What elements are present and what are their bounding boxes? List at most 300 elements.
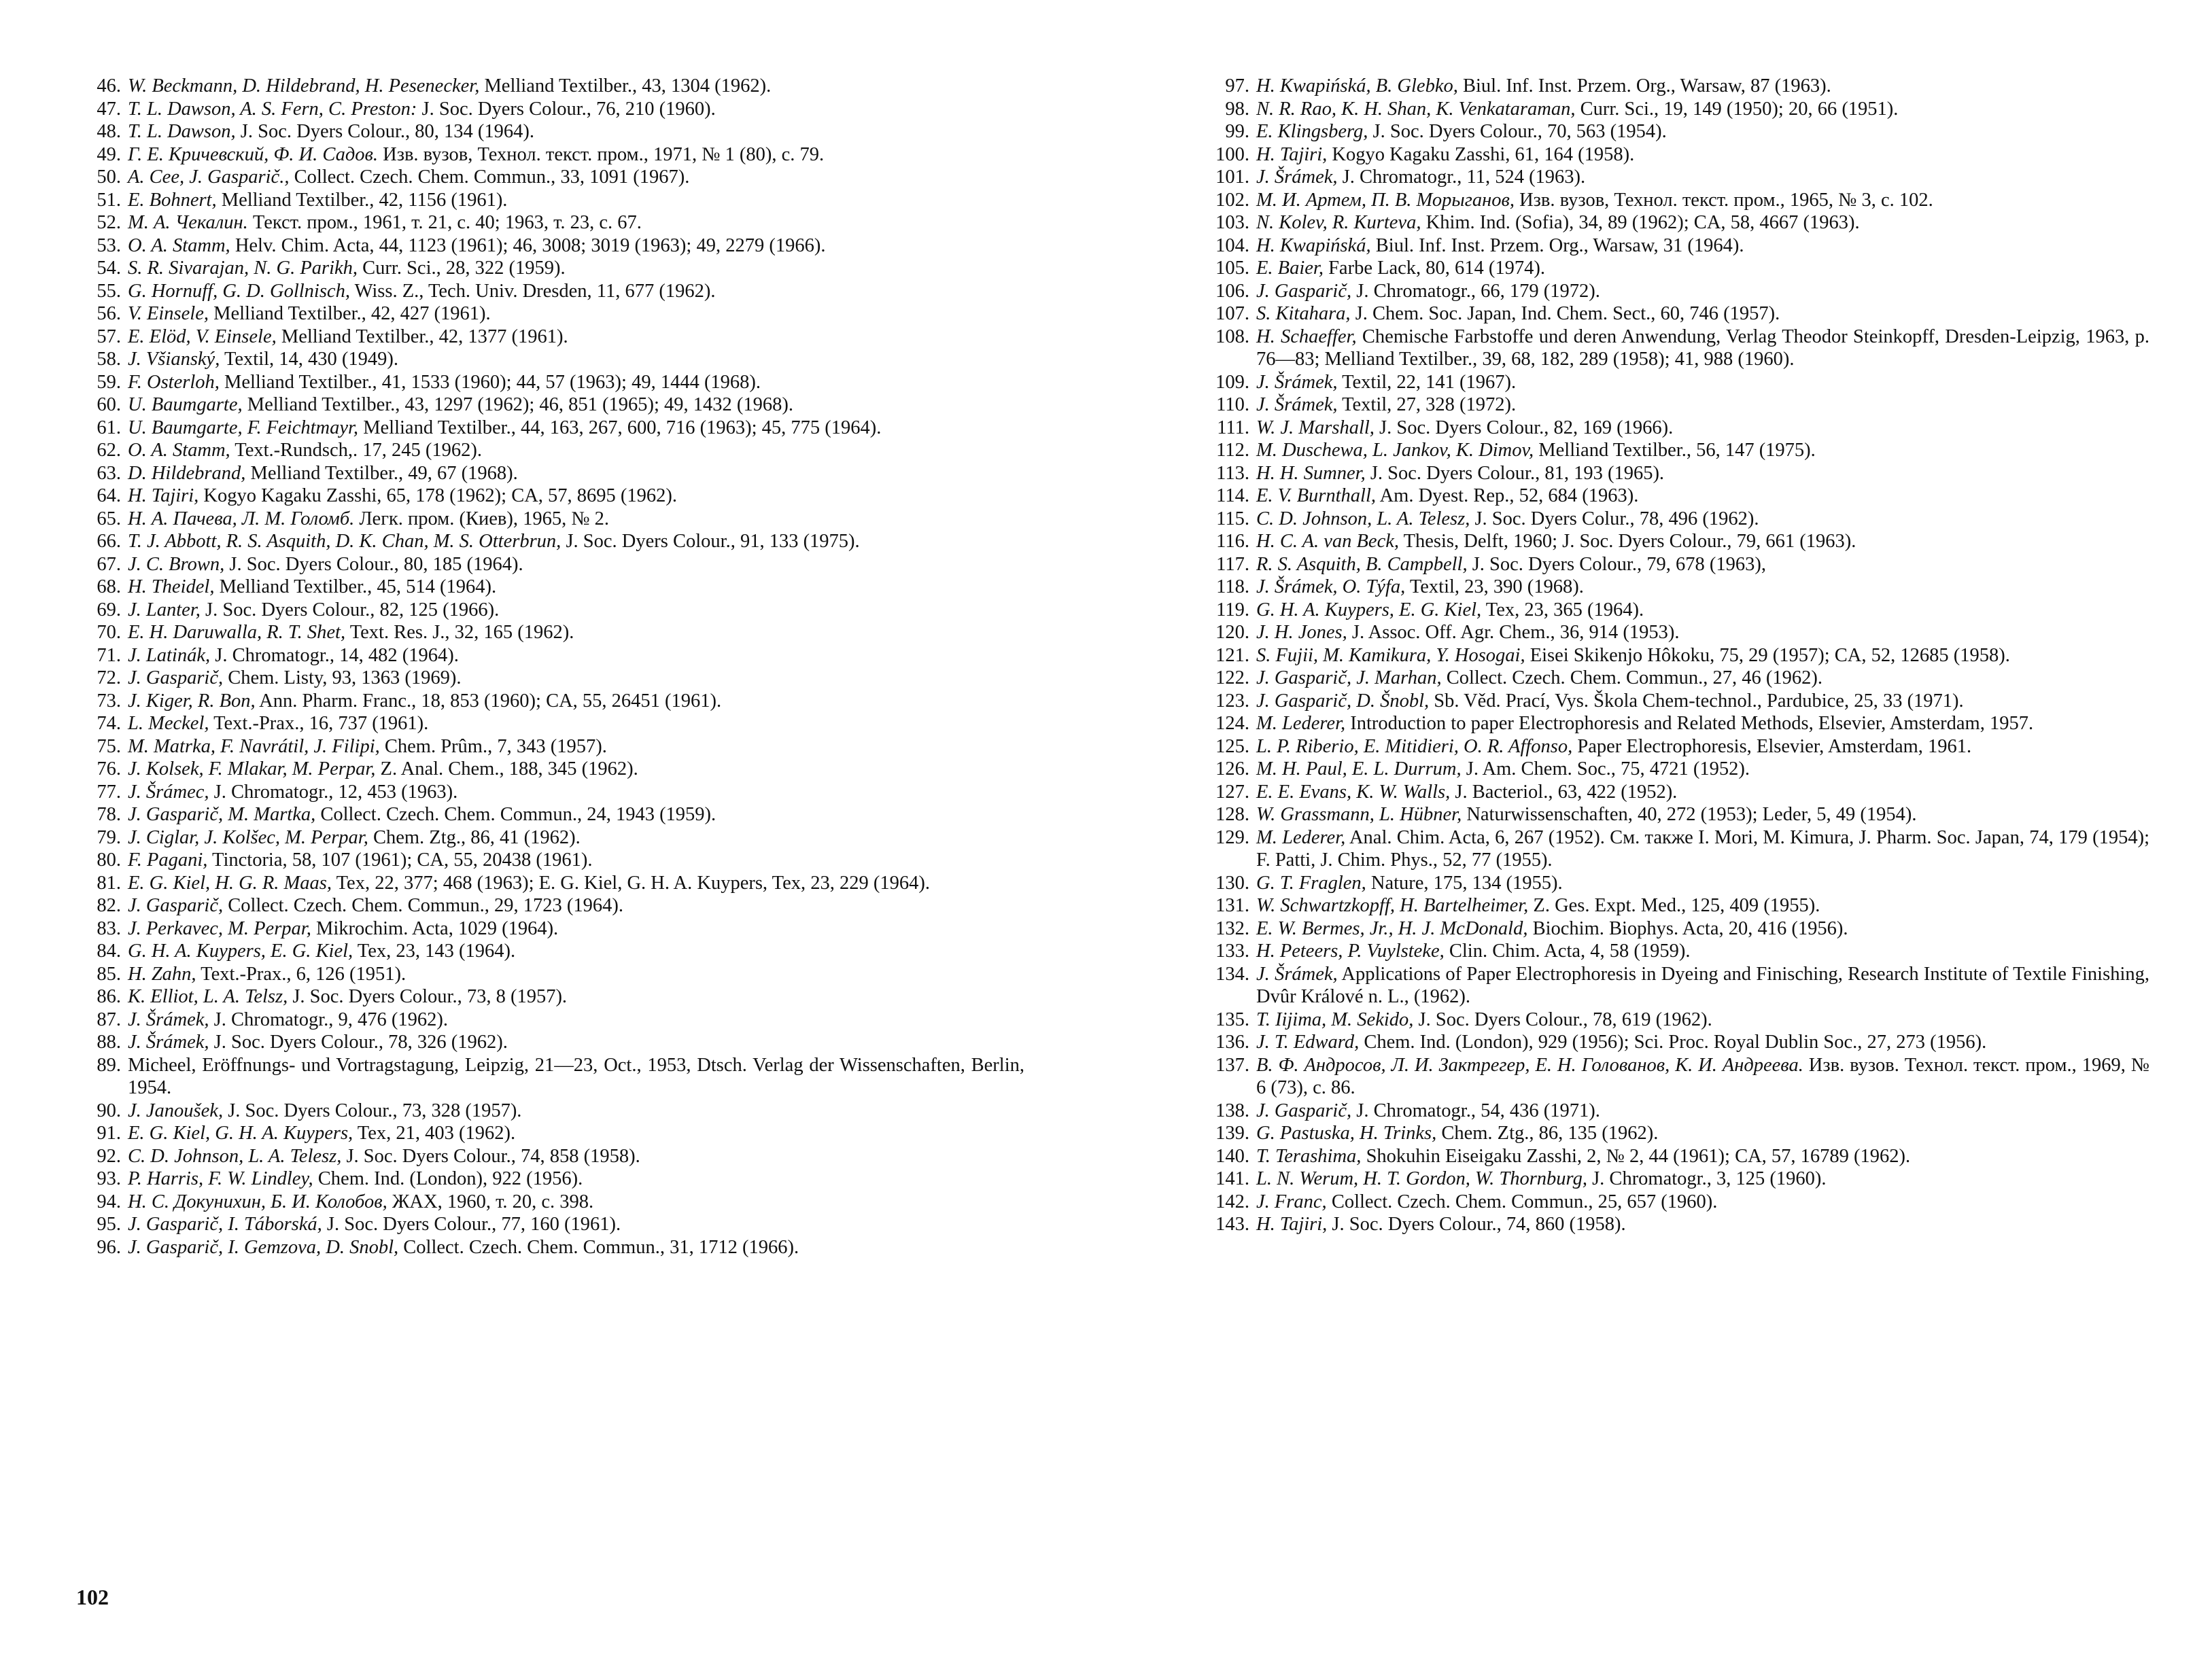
reference-entry	[76, 712, 1024, 735]
reference-number: 97.	[1225, 75, 1249, 97]
reference-entry	[1205, 1213, 2149, 1236]
reference-citation: Curr. Sci., 28, 322 (1959).	[358, 258, 566, 279]
reference-citation: J. Assoc. Off. Agr. Chem., 36, 914 (1953).	[1347, 622, 1680, 643]
reference-authors: J. C. Brown,	[128, 553, 225, 575]
reference-number: 47.	[97, 98, 121, 120]
reference-entry	[1205, 576, 2149, 599]
reference-number: 57.	[97, 326, 121, 347]
reference-number: 87.	[97, 1009, 121, 1030]
reference-citation: Z. Anal. Chem., 188, 345 (1962).	[375, 758, 638, 779]
reference-number: 135.	[1215, 1009, 1249, 1030]
reference-entry	[1205, 485, 2149, 508]
reference-authors: J. Ciglar, J. Kolšec, M. Perpar,	[128, 826, 368, 848]
reference-citation: Melliand Textilber., 41, 1533 (1960); 44, 57 (1963); 49, 1444 (1968).	[219, 371, 761, 393]
reference-authors: J. Gasparič, J. Marhan,	[1256, 667, 1442, 688]
reference-number: 105.	[1215, 258, 1249, 279]
reference-citation: J. Soc. Dyers Colour., 80, 134 (1964).	[235, 121, 535, 142]
reference-entry	[1205, 690, 2149, 713]
reference-number: 106.	[1215, 280, 1249, 302]
reference-authors: E. Bohnert,	[128, 189, 217, 211]
reference-entry	[1205, 781, 2149, 804]
reference-entry	[1205, 644, 2149, 667]
reference-entry	[1205, 143, 2149, 166]
reference-entry	[1205, 166, 2149, 189]
reference-authors: S. R. Sivarajan, N. G. Parikh,	[128, 258, 358, 279]
reference-citation: J. Soc. Dyers Colour., 74, 858 (1958).	[341, 1145, 640, 1167]
reference-citation: Z. Ges. Expt. Med., 125, 409 (1955).	[1528, 895, 1820, 916]
reference-authors: J. Kiger, R. Bon,	[128, 690, 256, 712]
reference-authors: M. Matrka, F. Navrátil, J. Filipi,	[128, 735, 380, 757]
reference-citation: Curr. Sci., 19, 149 (1950); 20, 66 (1951).	[1575, 98, 1899, 120]
reference-entry	[1205, 1009, 2149, 1032]
reference-citation: J. Chromatogr., 14, 482 (1964).	[210, 644, 459, 666]
reference-authors: M. Lederer,	[1256, 713, 1346, 734]
reference-citation: J. Chromatogr., 66, 179 (1972).	[1351, 280, 1600, 302]
reference-authors: E. G. Kiel, H. G. R. Maas,	[128, 872, 332, 894]
reference-citation: Collect. Czech. Chem. Commun., 25, 657 (1960).	[1326, 1191, 1718, 1212]
reference-authors: H. Peteers, P. Vuylsteke,	[1256, 941, 1445, 962]
reference-citation: J. Soc. Dyers Colour., 78, 326 (1962).	[209, 1032, 508, 1053]
reference-citation: Farbe Lack, 80, 614 (1974).	[1323, 258, 1546, 279]
reference-authors: J. Šrámek,	[1256, 371, 1338, 393]
reference-authors: E. W. Bermes, Jr., H. J. McDonald,	[1256, 917, 1528, 939]
reference-number: 112.	[1216, 440, 1249, 461]
reference-citation: Paper Electrophoresis, Elsevier, Amsterdam, 1961.	[1572, 735, 1972, 757]
reference-entry	[1205, 257, 2149, 280]
reference-citation: Applications of Paper Electrophoresis in Dyeing and Finisching, Research Institute of Textile Finishing, Dvûr Králové n. L., (1962).	[1256, 963, 2149, 1007]
reference-authors: G. H. A. Kuypers, E. G. Kiel,	[128, 941, 353, 962]
reference-citation: Am. Dyest. Rep., 52, 684 (1963).	[1376, 485, 1639, 506]
reference-entry	[76, 326, 1024, 349]
reference-number: 107.	[1215, 303, 1249, 324]
reference-authors: J. H. Jones,	[1256, 622, 1347, 643]
reference-entry	[76, 302, 1024, 326]
reference-authors: H. Zahn,	[128, 963, 196, 985]
reference-entry	[76, 393, 1024, 417]
reference-number: 56.	[97, 303, 121, 324]
reference-citation: Collect. Czech. Chem. Commun., 33, 1091 (1967).	[289, 166, 690, 188]
reference-number: 67.	[97, 553, 121, 575]
reference-entry	[76, 1213, 1024, 1236]
reference-number: 120.	[1215, 622, 1249, 643]
reference-number: 73.	[97, 690, 121, 712]
reference-number: 55.	[97, 280, 121, 302]
reference-authors: H. Theidel,	[128, 576, 215, 597]
reference-authors: J. Šrámec,	[128, 781, 209, 803]
reference-entry	[76, 462, 1024, 485]
reference-authors: J. Lanter,	[128, 599, 201, 620]
reference-authors: E. V. Burnthall,	[1256, 485, 1377, 506]
reference-number: 93.	[97, 1168, 121, 1189]
reference-number: 48.	[97, 121, 121, 142]
reference-number: 99.	[1225, 121, 1249, 142]
reference-entry	[76, 576, 1024, 599]
reference-number: 79.	[97, 826, 121, 848]
reference-entry	[76, 75, 1024, 98]
reference-entry	[1205, 417, 2149, 440]
reference-entry	[1205, 98, 2149, 121]
reference-authors: J. Gasparič,	[128, 895, 224, 916]
reference-entry	[1205, 894, 2149, 917]
reference-citation: Текст. пром., 1961, т. 21, с. 40; 1963, т. 23, с. 67.	[247, 212, 642, 233]
reference-entry	[76, 1191, 1024, 1214]
reference-entry	[76, 690, 1024, 713]
reference-citation: Text.-Prax., 16, 737 (1961).	[209, 713, 429, 734]
reference-number: 85.	[97, 963, 121, 985]
reference-authors: M. Lederer,	[1256, 826, 1346, 848]
reference-citation: Chem. Ztg., 86, 41 (1962).	[368, 826, 581, 848]
reference-entry	[76, 257, 1024, 280]
reference-authors: N. R. Rao, K. H. Shan, K. Venkataraman,	[1256, 98, 1576, 120]
reference-authors: E. Elöd, V. Einsele,	[128, 326, 277, 347]
reference-citation: J. Soc. Dyers Colur., 78, 496 (1962).	[1470, 508, 1759, 529]
reference-number: 103.	[1215, 212, 1249, 233]
reference-entry	[1205, 963, 2149, 1009]
reference-entry	[76, 735, 1024, 758]
reference-entry	[76, 530, 1024, 553]
reference-citation: Naturwissenschaften, 40, 272 (1953); Leder, 5, 49 (1954).	[1462, 804, 1917, 825]
reference-authors: Г. Е. Кричевский, Ф. И. Садов.	[128, 143, 378, 165]
reference-number: 115.	[1216, 508, 1249, 529]
reference-number: 104.	[1215, 234, 1249, 256]
reference-authors: W. Beckmann, D. Hildebrand, H. Pesenecker,	[128, 75, 480, 97]
reference-citation: J. Bacteriol., 63, 422 (1952).	[1450, 781, 1678, 803]
reference-citation: Tex, 23, 365 (1964).	[1481, 599, 1644, 620]
reference-authors: Н. А. Пачева, Л. М. Голомб.	[128, 508, 355, 529]
reference-entry	[76, 1054, 1024, 1100]
reference-number: 138.	[1215, 1100, 1249, 1121]
reference-authors: E. Baier,	[1256, 258, 1324, 279]
reference-citation: Wiss. Z., Tech. Univ. Dresden, 11, 677 (1962).	[349, 280, 716, 302]
reference-citation: J. Soc. Dyers Colour., 81, 193 (1965).	[1365, 462, 1665, 484]
reference-entry	[1205, 553, 2149, 576]
reference-number: 127.	[1215, 781, 1249, 803]
reference-number: 46.	[97, 75, 121, 97]
reference-number: 100.	[1215, 143, 1249, 165]
reference-entry	[1205, 872, 2149, 895]
reference-authors: J. Šrámek,	[1256, 963, 1338, 985]
reference-authors: E. G. Kiel, G. H. A. Kuypers,	[128, 1123, 353, 1144]
page-number: 102	[76, 1585, 109, 1609]
reference-number: 59.	[97, 371, 121, 393]
reference-authors: E. H. Daruwalla, R. T. Shet,	[128, 622, 346, 643]
reference-number: 68.	[97, 576, 121, 597]
reference-entry	[1205, 189, 2149, 212]
reference-authors: U. Baumgarte, F. Feichtmayr,	[128, 417, 359, 438]
reference-number: 137.	[1215, 1054, 1249, 1076]
reference-number: 118.	[1216, 576, 1249, 597]
reference-authors: O. A. Stamm,	[128, 440, 230, 461]
reference-citation: Text.-Prax., 6, 126 (1951).	[196, 963, 407, 985]
reference-citation: Shokuhin Eiseigaku Zasshi, 2, № 2, 44 (1961); CA, 57, 16789 (1962).	[1361, 1145, 1911, 1167]
reference-entry	[76, 280, 1024, 303]
reference-authors: R. S. Asquith, B. Campbell,	[1256, 553, 1468, 575]
reference-number: 116.	[1216, 531, 1249, 552]
reference-number: 84.	[97, 941, 121, 962]
reference-authors: M. H. Paul, E. L. Durrum,	[1256, 758, 1462, 779]
reference-authors: E. E. Evans, K. W. Walls,	[1256, 781, 1451, 803]
reference-authors: Н. С. Докунихин, Б. И. Колобов,	[128, 1191, 387, 1212]
reference-entry	[76, 644, 1024, 667]
reference-number: 90.	[97, 1100, 121, 1121]
reference-number: 117.	[1216, 553, 1249, 575]
reference-number: 129.	[1215, 826, 1249, 848]
reference-number: 66.	[97, 531, 121, 552]
reference-authors: C. D. Johnson, L. A. Telesz,	[128, 1145, 342, 1167]
reference-entry	[76, 849, 1024, 872]
reference-number: 123.	[1215, 690, 1249, 712]
reference-number: 65.	[97, 508, 121, 529]
reference-authors: M. Duschewa, L. Jankov, K. Dimov,	[1256, 440, 1534, 461]
reference-citation: Tinctoria, 58, 107 (1961); CA, 55, 20438 (1961).	[207, 849, 593, 871]
reference-authors: W. Schwartzkopff, H. Bartelheimer,	[1256, 895, 1529, 916]
reference-authors: T. Terashima,	[1256, 1145, 1362, 1167]
reference-entry	[1205, 302, 2149, 326]
reference-number: 134.	[1215, 963, 1249, 985]
reference-entry	[76, 508, 1024, 531]
reference-citation: Chem. Ztg., 86, 135 (1962).	[1436, 1123, 1659, 1144]
reference-citation: Textil, 22, 141 (1967).	[1337, 371, 1517, 393]
reference-entry	[76, 348, 1024, 371]
reference-authors: F. Pagani,	[128, 849, 208, 871]
reference-entry	[1205, 393, 2149, 417]
reference-citation: Изв. вузов. Технол. текст. пром., 1969, № 6 (73), с. 86.	[1256, 1054, 2149, 1098]
reference-entry	[1205, 1100, 2149, 1123]
reference-number: 53.	[97, 234, 121, 256]
reference-authors: N. Kolev, R. Kurteva,	[1256, 212, 1421, 233]
reference-citation: ЖАХ, 1960, т. 20, с. 398.	[387, 1191, 594, 1212]
reference-entry	[1205, 621, 2149, 644]
reference-number: 60.	[97, 394, 121, 415]
reference-entry	[76, 439, 1024, 462]
reference-entry	[76, 143, 1024, 166]
reference-entry	[1205, 1191, 2149, 1214]
reference-number: 111.	[1217, 417, 1249, 438]
reference-number: 131.	[1215, 895, 1249, 916]
reference-authors: J. Gasparič, M. Martka,	[128, 804, 316, 825]
reference-authors: J. Gasparič, I. Táborská,	[128, 1214, 322, 1235]
reference-citation: J. Soc. Dyers Colour., 73, 8 (1957).	[288, 986, 568, 1007]
reference-citation: Melliand Textilber., 49, 67 (1968).	[245, 462, 518, 484]
reference-authors: D. Hildebrand,	[128, 462, 246, 484]
reference-entry	[1205, 712, 2149, 735]
reference-citation: Melliand Textilber., 43, 1304 (1962).	[479, 75, 772, 97]
reference-number: 96.	[97, 1236, 121, 1258]
reference-entry	[1205, 667, 2149, 690]
reference-number: 80.	[97, 849, 121, 871]
reference-entry	[1205, 280, 2149, 303]
reference-number: 102.	[1215, 189, 1249, 211]
reference-citation: Kogyo Kagaku Zasshi, 65, 178 (1962); CA, 57, 8695 (1962).	[198, 485, 678, 506]
reference-entry	[76, 1031, 1024, 1054]
reference-authors: V. Einsele,	[128, 303, 209, 324]
reference-entry	[76, 211, 1024, 234]
reference-entry	[76, 166, 1024, 189]
reference-citation: Eisei Skikenjo Hôkoku, 75, 29 (1957); CA, 52, 12685 (1958).	[1525, 644, 2010, 666]
reference-citation: Textil, 14, 430 (1949).	[220, 349, 399, 370]
reference-citation: Chemische Farbstoffe und deren Anwendung, Verlag Theodor Steinkopff, Dresden-Leipzig, 1963, p. 76—83; Melliand Textilber., 39, 68, 182, 289 (1958); 41, 988 (1960).	[1256, 326, 2149, 370]
reference-citation: Introduction to paper Electrophoresis and Related Methods, Elsevier, Amsterdam, 1957.	[1345, 713, 2034, 734]
reference-authors: K. Elliot, L. A. Telsz,	[128, 986, 288, 1007]
reference-entry	[1205, 1031, 2149, 1054]
reference-citation: Text.-Rundsch,. 17, 245 (1962).	[230, 440, 483, 461]
reference-citation: Collect. Czech. Chem. Commun., 31, 1712 (1966).	[398, 1236, 799, 1258]
reference-authors: J. Šrámek,	[128, 1009, 209, 1030]
reference-entry	[1205, 371, 2149, 394]
reference-entry	[76, 872, 1024, 895]
reference-number: 54.	[97, 258, 121, 279]
reference-citation: Изв. вузов, Технол. текст. пром., 1971, № 1 (80), с. 79.	[378, 143, 825, 165]
reference-citation: Melliand Textilber., 44, 163, 267, 600, 716 (1963); 45, 775 (1964).	[358, 417, 882, 438]
reference-entry	[76, 1145, 1024, 1168]
reference-entry	[1205, 917, 2149, 941]
reference-citation: Chem. Prûm., 7, 343 (1957).	[379, 735, 607, 757]
reference-number: 51.	[97, 189, 121, 211]
reference-entry	[76, 485, 1024, 508]
reference-citation: Melliand Textilber., 45, 514 (1964).	[214, 576, 497, 597]
reference-authors: T. L. Dawson,	[128, 121, 236, 142]
reference-number: 139.	[1215, 1123, 1249, 1144]
reference-citation: J. Am. Chem. Soc., 75, 4721 (1952).	[1461, 758, 1750, 779]
reference-number: 143.	[1215, 1214, 1249, 1235]
reference-citation: Biochim. Biophys. Acta, 20, 416 (1956).	[1527, 917, 1848, 939]
right-reference-column	[1205, 75, 2149, 1236]
reference-entry	[76, 667, 1024, 690]
reference-number: 121.	[1215, 644, 1249, 666]
reference-number: 91.	[97, 1123, 121, 1144]
reference-citation: J. Soc. Dyers Colour., 82, 169 (1966).	[1374, 417, 1674, 438]
reference-citation: Tex, 23, 143 (1964).	[353, 941, 516, 962]
reference-number: 49.	[97, 143, 121, 165]
reference-authors: L. Meckel,	[128, 713, 209, 734]
reference-entry	[1205, 120, 2149, 143]
reference-citation: Sb. Věd. Prací, Vys. Škola Chem-technol., Pardubice, 25, 33 (1971).	[1429, 690, 1964, 712]
reference-authors: H. Tajiri,	[128, 485, 199, 506]
reference-entry	[1205, 1122, 2149, 1145]
reference-number: 114.	[1216, 485, 1249, 506]
left-reference-column	[76, 75, 1024, 1259]
reference-citation: Melliand Textilber., 42, 1377 (1961).	[276, 326, 568, 347]
reference-number: 75.	[97, 735, 121, 757]
reference-entry	[1205, 211, 2149, 234]
reference-entry	[1205, 439, 2149, 462]
reference-entry	[1205, 508, 2149, 531]
reference-citation: Melliand Textilber., 42, 1156 (1961).	[216, 189, 508, 211]
reference-entry	[76, 621, 1024, 644]
reference-authors: G. Hornuff, G. D. Gollnisch,	[128, 280, 350, 302]
reference-authors: S. Kitahara,	[1256, 303, 1351, 324]
reference-entry	[76, 599, 1024, 622]
reference-number: 108.	[1215, 326, 1249, 347]
reference-citation: Chem. Ind. (London), 922 (1956).	[313, 1168, 583, 1189]
reference-number: 86.	[97, 986, 121, 1007]
reference-number: 58.	[97, 349, 121, 370]
reference-citation: Biul. Inf. Inst. Przem. Org., Warsaw, 87 (1963).	[1457, 75, 1831, 97]
reference-authors: J. Janoušek,	[128, 1100, 224, 1121]
reference-citation: Chem. Listy, 93, 1363 (1969).	[223, 667, 462, 688]
reference-number: 82.	[97, 895, 121, 916]
reference-number: 95.	[97, 1214, 121, 1235]
reference-authors: J. T. Edward,	[1256, 1032, 1360, 1053]
reference-authors: G. H. A. Kuypers, E. G. Kiel,	[1256, 599, 1482, 620]
reference-authors: G. T. Fraglen,	[1256, 872, 1366, 894]
reference-citation: J. Soc. Dyers Colour., 76, 210 (1960).	[417, 98, 716, 120]
reference-authors: W. Grassmann, L. Hübner,	[1256, 804, 1462, 825]
reference-authors: L. P. Riberio, E. Mitidieri, O. R. Affonso,	[1256, 735, 1573, 757]
reference-citation: Biul. Inf. Inst. Przem. Org., Warsaw, 31 (1964).	[1370, 234, 1744, 256]
reference-authors: H. Kwapińská, B. Glebko,	[1256, 75, 1458, 97]
reference-entry	[76, 826, 1024, 849]
reference-number: 83.	[97, 917, 121, 939]
reference-number: 50.	[97, 166, 121, 188]
reference-authors: H. C. A. van Beck,	[1256, 531, 1399, 552]
reference-citation: J. Soc. Dyers Colour., 80, 185 (1964).	[224, 553, 523, 575]
reference-citation: J. Chromatogr., 3, 125 (1960).	[1587, 1168, 1827, 1189]
reference-number: 52.	[97, 212, 121, 233]
reference-entry	[76, 120, 1024, 143]
reference-authors: W. J. Marshall,	[1256, 417, 1375, 438]
reference-entry	[76, 1122, 1024, 1145]
reference-entry	[76, 553, 1024, 576]
reference-number: 76.	[97, 758, 121, 779]
reference-entry	[76, 781, 1024, 804]
reference-number: 110.	[1216, 394, 1249, 415]
reference-entry	[1205, 234, 2149, 258]
reference-number: 71.	[97, 644, 121, 666]
reference-citation: Mikrochim. Acta, 1029 (1964).	[311, 917, 559, 939]
reference-citation: Tex, 21, 403 (1962).	[353, 1123, 516, 1144]
reference-entry	[76, 1100, 1024, 1123]
reference-citation: Khim. Ind. (Sofia), 34, 89 (1962); CA, 58, 4667 (1963).	[1421, 212, 1860, 233]
reference-citation: Collect. Czech. Chem. Commun., 27, 46 (1962).	[1441, 667, 1823, 688]
reference-authors: J. Šrámek, O. Týfa,	[1256, 576, 1406, 597]
reference-number: 74.	[97, 713, 121, 734]
reference-entry	[76, 417, 1024, 440]
reference-number: 77.	[97, 781, 121, 803]
reference-authors: C. D. Johnson, L. A. Telesz,	[1256, 508, 1470, 529]
reference-number: 62.	[97, 440, 121, 461]
reference-citation: Kogyo Kagaku Zasshi, 61, 164 (1958).	[1327, 143, 1635, 165]
reference-entry	[1205, 75, 2149, 98]
reference-citation: Helv. Chim. Acta, 44, 1123 (1961); 46, 3008; 3019 (1963); 49, 2279 (1966).	[230, 234, 826, 256]
reference-number: 132.	[1215, 917, 1249, 939]
reference-citation: Textil, 27, 328 (1972).	[1337, 394, 1517, 415]
reference-authors: М. А. Чекалин.	[128, 212, 248, 233]
reference-authors: T. Iijima, M. Sekido,	[1256, 1009, 1414, 1030]
reference-authors: O. A. Stamm,	[128, 234, 230, 256]
reference-entry	[1205, 940, 2149, 963]
reference-authors: H. Tajiri,	[1256, 143, 1328, 165]
reference-entry	[1205, 758, 2149, 781]
reference-number: 126.	[1215, 758, 1249, 779]
reference-authors: H. H. Sumner,	[1256, 462, 1366, 484]
reference-authors: F. Osterloh,	[128, 371, 220, 393]
reference-number: 70.	[97, 622, 121, 643]
reference-authors: J. Kolsek, F. Mlakar, M. Perpar,	[128, 758, 376, 779]
reference-citation: J. Chromatogr., 54, 436 (1971).	[1351, 1100, 1600, 1121]
reference-authors: J. Latinák,	[128, 644, 211, 666]
reference-number: 124.	[1215, 713, 1249, 734]
reference-authors: J. Gasparič, I. Gemzova, D. Snobl,	[128, 1236, 399, 1258]
reference-citation: Tex, 22, 377; 468 (1963); E. G. Kiel, G. H. A. Kuypers, Tex, 23, 229 (1964).	[332, 872, 930, 894]
reference-authors: J. Gasparič, D. Šnobl,	[1256, 690, 1430, 712]
reference-citation: J. Soc. Dyers Colour., 73, 328 (1957).	[223, 1100, 522, 1121]
reference-citation: Ann. Pharm. Franc., 18, 853 (1960); CA, 55, 26451 (1961).	[255, 690, 722, 712]
reference-citation: Anal. Chim. Acta, 6, 267 (1952). См. также I. Mori, M. Kimura, J. Pharm. Soc. Japan, 74, 179 (1954); F. Patti, J. Chim. Phys., 52, 77 (1955).	[1256, 826, 2149, 871]
reference-authors: S. Fujii, M. Kamikura, Y. Hosogai,	[1256, 644, 1525, 666]
reference-number: 141.	[1215, 1168, 1249, 1189]
reference-entry	[1205, 1168, 2149, 1191]
